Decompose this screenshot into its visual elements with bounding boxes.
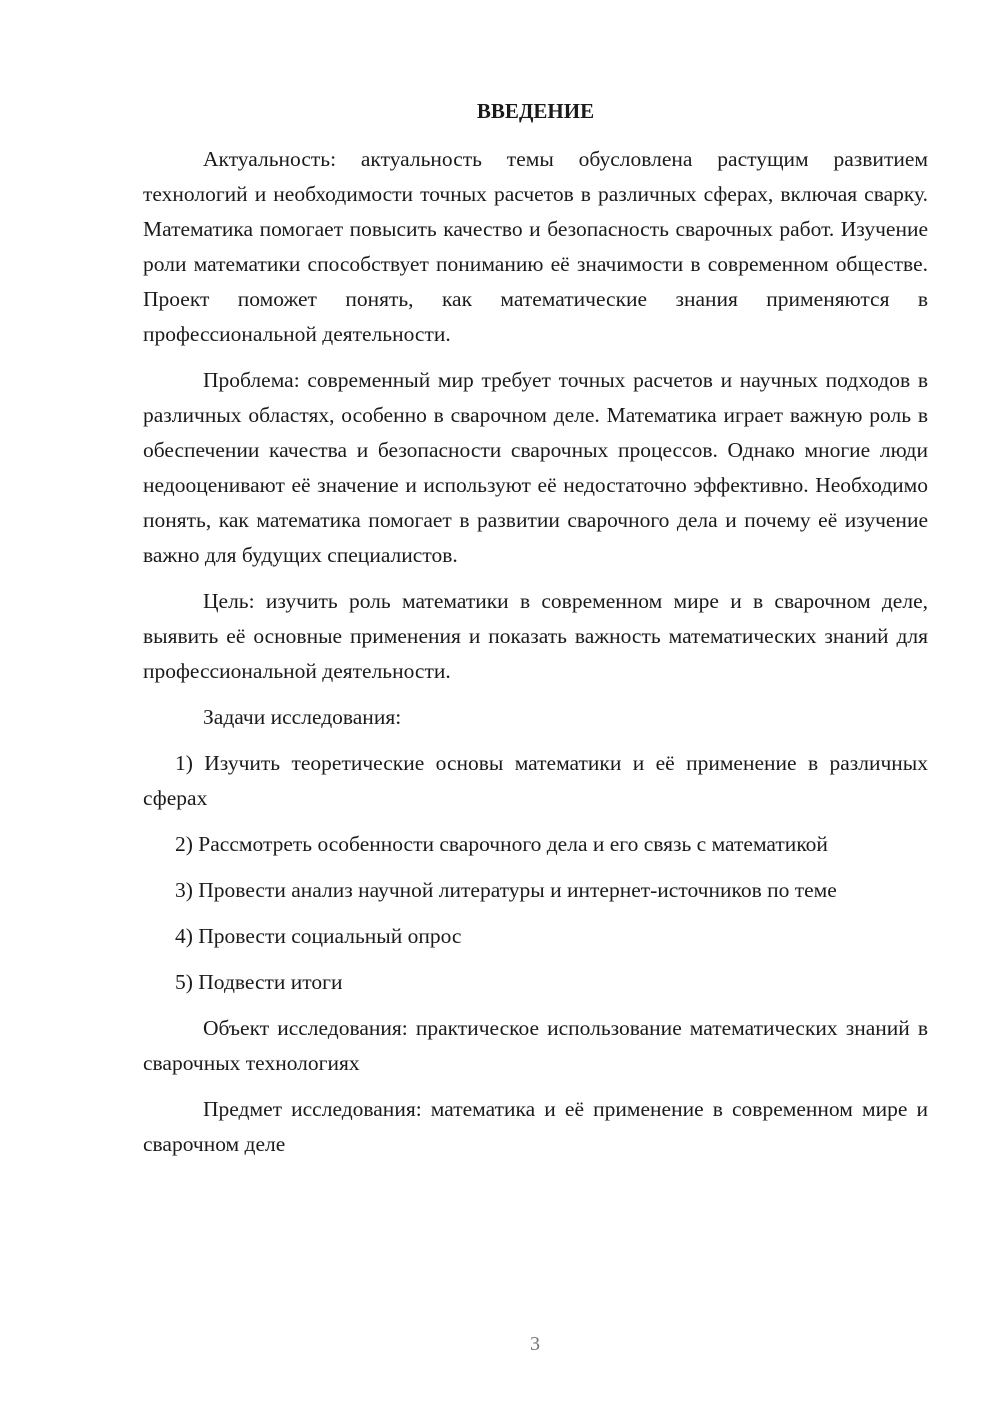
object-paragraph: Объект исследования: практическое использование математических знаний в сварочных технологиях [143,1016,928,1075]
relevance-paragraph: Актуальность: актуальность темы обусловлена растущим развитием технологий и необходимости точных расчетов в различных сферах, включая сварку. Математика помогает повысить качество и безопасность сварочных работ. Изучение роли математики способствует пониманию её значимости в современном обществе. Проект поможет понять, как математические знания применяются в профессиональной деятельности. [143,147,928,346]
tasks-title: Задачи исследования: [203,705,402,729]
goal-paragraph: Цель: изучить роль математики в современном мире и в сварочном деле, выявить её основные применения и показать важность математических знаний для профессиональной деятельности. [143,589,928,683]
subject-paragraph: Предмет исследования: математика и её применение в современном мире и сварочном деле [143,1097,928,1156]
page-title: ВВЕДЕНИЕ [476,99,595,123]
page-number: 3 [530,1333,540,1355]
document-page [143,96,928,1173]
task-item: 4) Провести социальный опрос [175,924,462,948]
problem-paragraph: Проблема: современный мир требует точных расчетов и научных подходов в различных областях, особенно в сварочном деле. Математика играет важную роль в обеспечении качества и безопасности сварочных процессов. Однако многие люди недооценивают её значение и используют её недостаточно эффективно. Необходимо понять, как математика помогает в развитии сварочного дела и почему её изучение важно для будущих специалистов. [143,368,928,567]
task-item: 5) Подвести итоги [175,970,343,994]
task-item: 3) Провести анализ научной литературы и интернет-источников по теме [175,878,837,902]
task-item: 2) Рассмотреть особенности сварочного дела и его связь с математикой [175,832,828,856]
task-item: 1) Изучить теоретические основы математики и её применение в различных сферах [143,751,928,810]
